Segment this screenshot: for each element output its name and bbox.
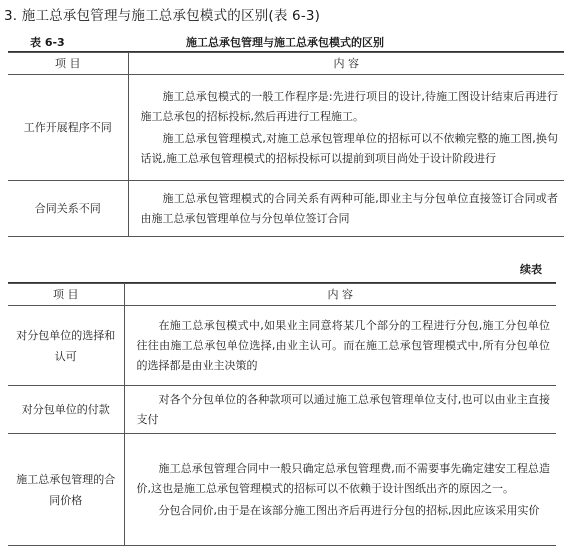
- row-item-label: 对分包单位的付款: [8, 386, 124, 434]
- row-item-label: 合同关系不同: [8, 181, 128, 237]
- table-title: 施工总承包管理与施工总承包模式的区别: [186, 36, 384, 49]
- row-content: [128, 181, 564, 237]
- content-paragraph: 施工总承包管理模式,对施工总承包管理单位的招标可以不依赖完整的施工图,换句话说,施工总承包管理模式的招标投标可以提前到项目尚处于设计阶段进行: [140, 131, 558, 165]
- content-paragraph: 分包合同价,由于是在该部分施工图出齐后再进行分包的招标,因此应该采用实价: [158, 503, 540, 517]
- content-paragraph: 在施工总承包模式中,如果业主同意将某几个部分的工程进行分包,施工分包单位往往由施工总承包单位选择,由业主认可。而在施工总承包管理模式中,所有分包单位的选择都是由业主决策的: [136, 318, 550, 372]
- row-item-label: 施工总承包管理的合同价格: [8, 434, 124, 546]
- table-header-row: [8, 284, 556, 306]
- row-content: [124, 434, 556, 546]
- table-row: [8, 306, 556, 386]
- row-content: [124, 386, 556, 434]
- content-paragraph: 施工总承包管理模式的合同关系有两种可能,即业主与分包单位直接签订合同或者由施工总承包管理单位与分包单位签订合同: [140, 191, 558, 225]
- content-paragraph: 施工总承包管理合同中一般只确定总承包管理费,而不需要事先确定建安工程总造价,这也是施工总承包管理模式的招标可以不依赖于设计图纸出齐的原因之一。: [136, 461, 550, 495]
- column-header-content: 内 容: [124, 284, 556, 306]
- table-header-row: [8, 53, 564, 75]
- comparison-table: [8, 52, 564, 237]
- table-row: [8, 434, 556, 546]
- row-item-label: 对分包单位的选择和认可: [8, 306, 124, 386]
- column-header-content: 内 容: [128, 53, 564, 75]
- column-header-item: 项 目: [8, 284, 124, 306]
- section-heading: 3. 施工总承包管理与施工总承包模式的区别(表 6-3): [4, 8, 321, 24]
- table-number: 表 6-3: [30, 36, 65, 49]
- column-header-item: 项 目: [8, 53, 128, 75]
- table-row: [8, 75, 564, 181]
- table-row: [8, 386, 556, 434]
- row-content: [124, 306, 556, 386]
- comparison-table-continued: [8, 283, 556, 546]
- row-content: [128, 75, 564, 181]
- row-item-label: 工作开展程序不同: [8, 75, 128, 181]
- continued-label: 续表: [520, 263, 542, 276]
- content-paragraph: 施工总承包模式的一般工作程序是:先进行项目的设计,待施工图设计结束后再进行施工总承包的招标投标,然后再进行工程施工。: [140, 89, 558, 123]
- table-row: [8, 181, 564, 237]
- content-paragraph: 对各个分包单位的各种款项可以通过施工总承包管理单位支付,也可以由业主直接支付: [136, 392, 550, 426]
